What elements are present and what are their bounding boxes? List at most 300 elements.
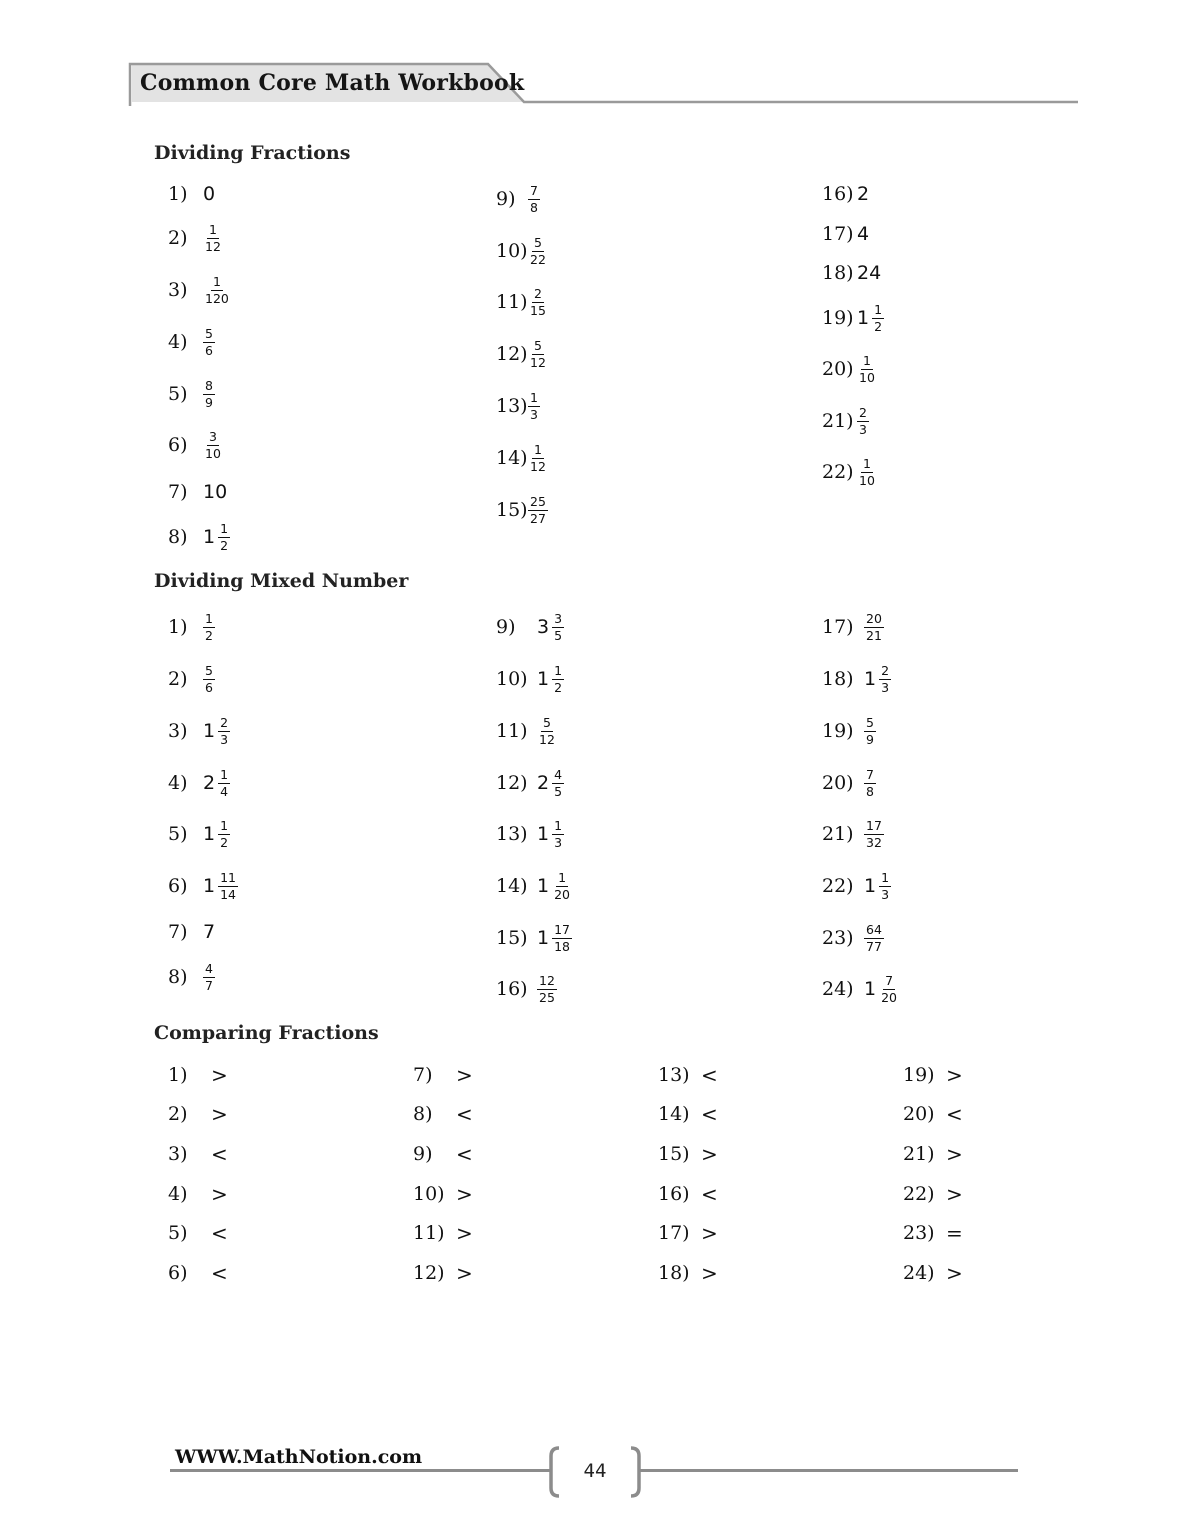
comparison-symbol: > <box>946 1261 963 1285</box>
fraction <box>203 223 223 254</box>
comparison-symbol: > <box>456 1221 473 1245</box>
item-number: 2) <box>168 227 188 249</box>
numerator: 1 <box>220 520 229 536</box>
comparison-symbol: > <box>211 1063 228 1087</box>
numerator: 1 <box>874 301 883 317</box>
answer-value <box>857 302 884 334</box>
answer-item <box>496 389 538 422</box>
fraction <box>528 236 548 267</box>
answer-item <box>496 337 546 370</box>
answer-item <box>496 182 538 215</box>
denominator: 14 <box>220 886 236 902</box>
comparison-symbol: > <box>211 1182 228 1206</box>
fraction <box>218 871 238 902</box>
numerator: 7 <box>866 766 874 782</box>
answer-item <box>822 404 867 437</box>
answer-value <box>203 715 230 747</box>
item-number: 15) <box>496 499 528 521</box>
fraction <box>879 664 891 695</box>
comparison-symbol: > <box>701 1261 718 1285</box>
item-number: 12) <box>413 1262 445 1284</box>
answer-value <box>864 973 899 1005</box>
denominator: 18 <box>554 938 570 954</box>
item-number: 9) <box>496 616 516 638</box>
numerator: 11 <box>220 869 236 885</box>
answer-item <box>413 1178 473 1210</box>
answer-value <box>946 1098 963 1130</box>
answer-value <box>203 178 218 210</box>
answer-item <box>496 714 555 747</box>
answer-item <box>658 1138 718 1170</box>
whole-part: 1 <box>203 720 216 742</box>
denominator: 2 <box>205 627 213 643</box>
denominator: 3 <box>859 421 867 437</box>
numerator: 1 <box>530 389 538 405</box>
fraction <box>552 871 572 902</box>
page-number: 44 <box>583 1460 607 1482</box>
item-number: 7) <box>168 481 188 503</box>
answer-value <box>946 1178 963 1210</box>
fraction <box>872 303 884 334</box>
answer-value <box>537 611 564 643</box>
fraction <box>552 664 564 695</box>
denominator: 12 <box>539 731 555 747</box>
item-number: 2) <box>168 668 188 690</box>
fraction <box>203 379 215 410</box>
answer-item <box>168 325 213 358</box>
item-number: 13) <box>658 1064 690 1086</box>
answer-value <box>203 611 215 643</box>
answer-value <box>857 353 877 385</box>
answer-item <box>903 1257 963 1289</box>
denominator: 2 <box>554 679 563 695</box>
answer-value <box>203 818 230 850</box>
answer-item <box>413 1138 473 1170</box>
numerator: 1 <box>881 869 890 885</box>
item-number: 3) <box>168 1143 188 1165</box>
answer-item <box>168 1257 228 1289</box>
answer-value <box>203 274 231 306</box>
comparison-symbol: > <box>211 1102 228 1126</box>
numerator: 5 <box>533 234 542 250</box>
item-number: 1) <box>168 1064 188 1086</box>
answer-value <box>203 767 230 799</box>
whole-part: 1 <box>203 526 216 548</box>
answer-value <box>528 494 548 526</box>
answer-value <box>537 663 564 695</box>
item-number: 10) <box>496 668 528 690</box>
answer-value <box>456 1217 473 1249</box>
fraction <box>864 819 884 850</box>
fraction <box>864 923 884 954</box>
whole-part: 1 <box>864 875 877 897</box>
answer-item <box>658 1059 718 1091</box>
answer-item <box>658 1178 718 1210</box>
whole-part: 1 <box>537 823 550 845</box>
numerator: 1 <box>862 352 871 368</box>
answer-item <box>496 972 555 1005</box>
answer-item <box>496 766 563 799</box>
answer-value <box>528 390 540 422</box>
numerator: 3 <box>208 428 217 444</box>
numerator: 5 <box>205 662 213 678</box>
answer-value <box>537 870 572 902</box>
answer-item <box>168 960 213 993</box>
whole-number: 24 <box>857 262 882 284</box>
answer-item <box>658 1098 718 1130</box>
fraction <box>203 664 215 695</box>
item-number: 7) <box>413 1064 433 1086</box>
fraction <box>864 612 884 643</box>
numerator: 4 <box>205 960 213 976</box>
denominator: 25 <box>539 989 555 1005</box>
answer-item <box>168 766 229 799</box>
item-number: 12) <box>496 772 528 794</box>
numerator: 8 <box>205 377 213 393</box>
comparison-symbol: > <box>456 1063 473 1087</box>
item-number: 18) <box>822 262 854 284</box>
answer-value <box>701 1138 718 1170</box>
answer-value <box>537 767 564 799</box>
item-number: 16) <box>658 1183 690 1205</box>
answer-item <box>496 493 546 526</box>
answer-value <box>864 715 876 747</box>
answer-item <box>168 869 236 902</box>
answer-value <box>864 870 891 902</box>
item-number: 21) <box>822 410 854 432</box>
answer-item <box>903 1059 963 1091</box>
comparison-symbol: > <box>701 1142 718 1166</box>
fraction <box>203 327 215 358</box>
numerator: 1 <box>220 766 229 782</box>
answer-item <box>168 714 229 747</box>
fraction <box>203 430 223 461</box>
numerator: 1 <box>533 441 542 457</box>
denominator: 3 <box>881 886 890 902</box>
denominator: 6 <box>205 679 213 695</box>
fraction <box>879 871 891 902</box>
fraction <box>537 716 557 747</box>
whole-part: 1 <box>203 875 216 897</box>
answer-item <box>168 178 216 210</box>
fraction <box>203 275 231 306</box>
numerator: 2 <box>533 285 542 301</box>
answer-value <box>537 973 557 1005</box>
answer-value <box>701 1178 718 1210</box>
fraction <box>218 768 230 799</box>
answer-item <box>168 1138 228 1170</box>
whole-part: 2 <box>537 772 550 794</box>
item-number: 22) <box>903 1183 935 1205</box>
answer-item <box>413 1098 473 1130</box>
whole-part: 1 <box>857 307 870 329</box>
fraction <box>528 339 548 370</box>
numerator: 1 <box>862 455 871 471</box>
item-number: 17) <box>822 223 854 245</box>
answer-item <box>903 1217 963 1249</box>
answer-item <box>822 869 890 902</box>
item-number: 4) <box>168 1183 188 1205</box>
answer-item <box>903 1098 963 1130</box>
denominator: 9 <box>866 731 874 747</box>
answer-item <box>822 921 882 954</box>
answer-value <box>456 1257 473 1289</box>
section-title-comparing-fractions: Comparing Fractions <box>154 1022 379 1044</box>
answer-value <box>528 442 548 474</box>
numerator: 1 <box>205 610 213 626</box>
item-number: 13) <box>496 395 528 417</box>
item-number: 8) <box>413 1103 433 1125</box>
answer-item <box>168 662 213 695</box>
whole-number: 4 <box>857 223 870 245</box>
answer-value <box>701 1059 718 1091</box>
answer-item <box>168 221 221 254</box>
item-number: 5) <box>168 823 188 845</box>
numerator: 1 <box>554 817 563 833</box>
footer-rule-right <box>640 1469 1018 1472</box>
item-number: 19) <box>822 307 854 329</box>
answer-value <box>857 257 884 289</box>
item-number: 10) <box>413 1183 445 1205</box>
answer-item <box>496 869 570 902</box>
comparison-symbol: > <box>701 1221 718 1245</box>
item-number: 20) <box>822 772 854 794</box>
header-title: Common Core Math Workbook <box>140 70 525 96</box>
answer-item <box>496 285 546 318</box>
denominator: 12 <box>530 458 546 474</box>
denominator: 20 <box>881 989 897 1005</box>
denominator: 2 <box>874 318 883 334</box>
comparison-symbol: < <box>211 1261 228 1285</box>
comparison-symbol: < <box>701 1063 718 1087</box>
denominator: 3 <box>554 834 563 850</box>
item-number: 23) <box>822 927 854 949</box>
answer-value <box>211 1098 228 1130</box>
answer-value <box>946 1059 963 1091</box>
answer-item <box>168 817 229 850</box>
item-number: 7) <box>168 921 188 943</box>
answer-value <box>211 1257 228 1289</box>
answer-value <box>537 922 572 954</box>
section-title-dividing-fractions: Dividing Fractions <box>154 142 351 164</box>
item-number: 1) <box>168 616 188 638</box>
item-number: 11) <box>496 291 528 313</box>
answer-item <box>822 972 897 1005</box>
answer-item <box>822 178 870 210</box>
fraction <box>552 612 564 643</box>
item-number: 16) <box>496 978 528 1000</box>
denominator: 8 <box>866 783 874 799</box>
item-number: 6) <box>168 1262 188 1284</box>
denominator: 10 <box>859 369 875 385</box>
item-number: 9) <box>496 188 516 210</box>
item-number: 16) <box>822 183 854 205</box>
answer-item <box>168 520 229 553</box>
item-number: 5) <box>168 383 188 405</box>
answer-value <box>203 326 215 358</box>
item-number: 24) <box>903 1262 935 1284</box>
answer-value <box>857 456 877 488</box>
denominator: 22 <box>530 251 546 267</box>
numerator: 2 <box>220 714 229 730</box>
comparison-symbol: > <box>946 1182 963 1206</box>
fraction <box>528 287 548 318</box>
comparison-symbol: < <box>701 1102 718 1126</box>
comparison-symbol: < <box>456 1142 473 1166</box>
section-title-dividing-mixed-number: Dividing Mixed Number <box>154 570 409 592</box>
answer-item <box>658 1217 718 1249</box>
item-number: 19) <box>903 1064 935 1086</box>
denominator: 6 <box>205 342 213 358</box>
fraction <box>528 184 540 215</box>
numerator: 20 <box>866 610 882 626</box>
item-number: 22) <box>822 875 854 897</box>
item-number: 3) <box>168 279 188 301</box>
denominator: 32 <box>866 834 882 850</box>
answer-item <box>168 1217 228 1249</box>
numerator: 1 <box>208 221 217 237</box>
denominator: 21 <box>866 627 882 643</box>
answer-value <box>857 405 869 437</box>
denominator: 10 <box>859 472 875 488</box>
fraction <box>528 495 548 526</box>
footer-website: WWW.MathNotion.com <box>175 1446 423 1468</box>
fraction <box>552 819 564 850</box>
answer-value <box>211 1178 228 1210</box>
numerator: 1 <box>554 662 563 678</box>
answer-item <box>496 817 563 850</box>
item-number: 13) <box>496 823 528 845</box>
whole-part: 1 <box>864 668 877 690</box>
answer-value <box>528 286 548 318</box>
numerator: 7 <box>885 972 894 988</box>
answer-item <box>168 428 221 461</box>
item-number: 8) <box>168 966 188 988</box>
denominator: 10 <box>205 445 221 461</box>
answer-value <box>701 1098 718 1130</box>
answer-value <box>528 338 548 370</box>
answer-value <box>203 961 215 993</box>
numerator: 17 <box>866 817 882 833</box>
answer-item <box>168 273 229 306</box>
fraction <box>528 443 548 474</box>
footer-rule-left <box>170 1469 550 1472</box>
item-number: 20) <box>903 1103 935 1125</box>
denominator: 77 <box>866 938 882 954</box>
answer-value <box>211 1138 228 1170</box>
answer-value <box>528 183 540 215</box>
fraction <box>552 923 572 954</box>
comparison-symbol: > <box>456 1182 473 1206</box>
item-number: 11) <box>496 720 528 742</box>
answer-item <box>168 377 213 410</box>
item-number: 18) <box>822 668 854 690</box>
comparison-symbol: < <box>211 1142 228 1166</box>
numerator: 1 <box>558 869 567 885</box>
item-number: 18) <box>658 1262 690 1284</box>
denominator: 3 <box>530 406 538 422</box>
whole-number: 2 <box>857 183 870 205</box>
answer-item <box>168 610 213 643</box>
answer-item <box>822 218 870 250</box>
denominator: 120 <box>205 290 229 306</box>
answer-value <box>203 663 215 695</box>
item-number: 6) <box>168 875 188 897</box>
answer-item <box>822 610 882 643</box>
item-number: 5) <box>168 1222 188 1244</box>
answer-item <box>496 662 563 695</box>
answer-item <box>413 1217 473 1249</box>
whole-part: 1 <box>537 927 550 949</box>
header-banner <box>128 62 1078 108</box>
numerator: 2 <box>859 404 867 420</box>
item-number: 9) <box>413 1143 433 1165</box>
answer-value <box>701 1217 718 1249</box>
answer-value <box>864 663 891 695</box>
item-number: 17) <box>658 1222 690 1244</box>
comparison-symbol: < <box>211 1221 228 1245</box>
item-number: 14) <box>496 875 528 897</box>
answer-value <box>456 1098 473 1130</box>
item-number: 4) <box>168 331 188 353</box>
answer-item <box>168 476 228 508</box>
answer-value <box>864 767 876 799</box>
answer-item <box>822 714 874 747</box>
item-number: 3) <box>168 720 188 742</box>
answer-value <box>946 1217 963 1249</box>
denominator: 12 <box>205 238 221 254</box>
numerator: 1 <box>212 273 221 289</box>
denominator: 15 <box>530 302 546 318</box>
denominator: 7 <box>205 977 213 993</box>
answer-item <box>496 610 563 643</box>
denominator: 20 <box>554 886 570 902</box>
answer-value <box>701 1257 718 1289</box>
answer-value <box>203 378 215 410</box>
answer-value <box>203 476 230 508</box>
item-number: 11) <box>413 1222 445 1244</box>
item-number: 6) <box>168 434 188 456</box>
fraction <box>857 406 869 437</box>
numerator: 5 <box>533 337 542 353</box>
answer-item <box>413 1059 473 1091</box>
denominator: 2 <box>220 834 229 850</box>
answer-item <box>903 1178 963 1210</box>
fraction <box>203 962 215 993</box>
item-number: 23) <box>903 1222 935 1244</box>
numerator: 7 <box>530 182 538 198</box>
fraction <box>218 716 230 747</box>
comparison-symbol: < <box>701 1182 718 1206</box>
answer-item <box>822 455 875 488</box>
denominator: 3 <box>881 679 890 695</box>
answer-item <box>822 352 875 385</box>
answer-value <box>203 521 230 553</box>
comparison-symbol: > <box>946 1142 963 1166</box>
answer-item <box>168 1059 228 1091</box>
answer-item <box>822 257 882 289</box>
item-number: 10) <box>496 240 528 262</box>
item-number: 12) <box>496 343 528 365</box>
answer-value <box>857 178 872 210</box>
fraction <box>218 819 230 850</box>
item-number: 4) <box>168 772 188 794</box>
answer-value <box>537 715 557 747</box>
item-number: 22) <box>822 461 854 483</box>
answer-value <box>864 818 884 850</box>
answer-item <box>168 916 216 948</box>
denominator: 4 <box>220 783 229 799</box>
